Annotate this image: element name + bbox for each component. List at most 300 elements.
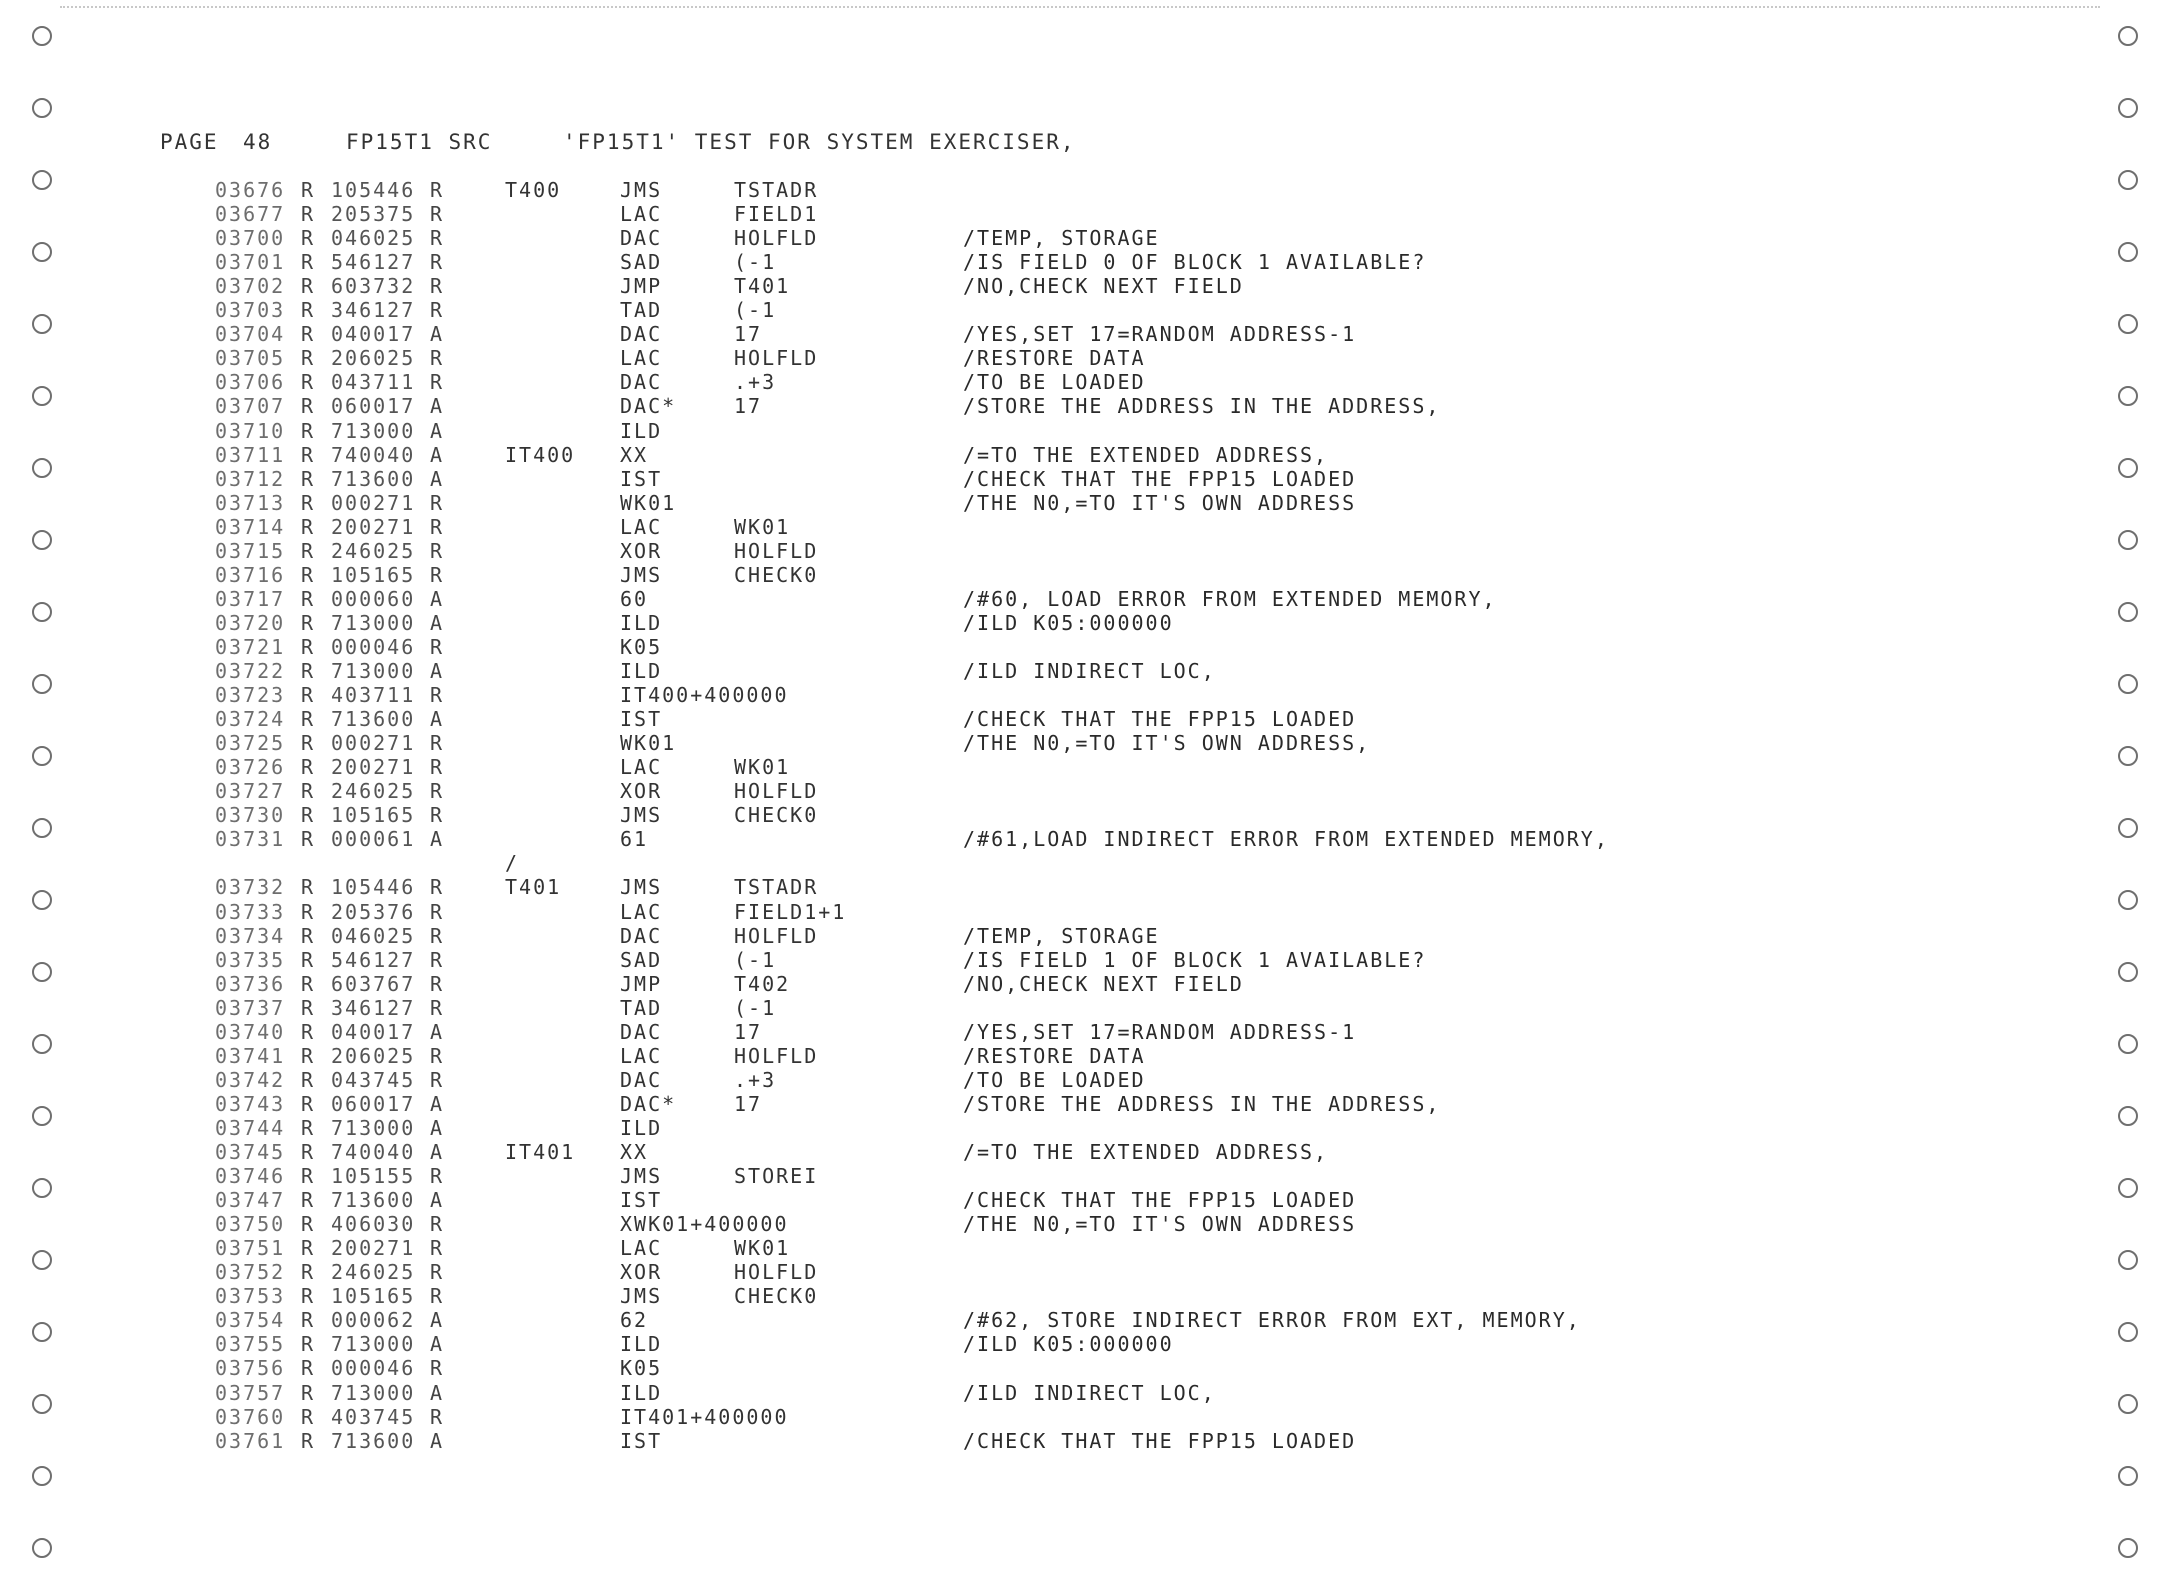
word-relocation-flag: R: [430, 1164, 443, 1188]
word-relocation-flag: A: [430, 1332, 443, 1356]
listing-line: [0, 226, 2160, 250]
page-number: 48: [243, 130, 273, 154]
line-address: 03732: [215, 875, 286, 899]
opcode: LAC: [620, 755, 663, 779]
listing-line: [0, 491, 2160, 515]
listing-line: [0, 443, 2160, 467]
object-word: 043745: [331, 1068, 416, 1092]
line-address: 03754: [215, 1308, 286, 1332]
relocation-flag: R: [301, 467, 314, 491]
word-relocation-flag: A: [430, 1116, 443, 1140]
opcode: 62: [620, 1308, 649, 1332]
line-comment: /ILD INDIRECT LOC,: [963, 1381, 1216, 1405]
opcode: K05: [620, 635, 663, 659]
operand: (-1: [734, 298, 777, 322]
operand: 17: [734, 1020, 763, 1044]
object-word: 713000: [331, 659, 416, 683]
word-relocation-flag: R: [430, 948, 443, 972]
operand: WK01: [734, 1236, 791, 1260]
line-address: 03713: [215, 491, 286, 515]
operand: .+3: [734, 370, 777, 394]
line-address: 03726: [215, 755, 286, 779]
object-word: 105165: [331, 803, 416, 827]
line-address: 03707: [215, 394, 286, 418]
relocation-flag: R: [301, 635, 314, 659]
opcode: TAD: [620, 298, 663, 322]
line-address: 03702: [215, 274, 286, 298]
line-comment: /CHECK THAT THE FPP15 LOADED: [963, 1429, 1357, 1453]
listing-line: [0, 755, 2160, 779]
word-relocation-flag: R: [430, 755, 443, 779]
relocation-flag: R: [301, 419, 314, 443]
line-comment: /NO,CHECK NEXT FIELD: [963, 972, 1244, 996]
operand: HOLFLD: [734, 346, 819, 370]
opcode: XX: [620, 443, 649, 467]
object-word: 246025: [331, 539, 416, 563]
listing-line: [0, 322, 2160, 346]
opcode: DAC: [620, 226, 663, 250]
relocation-flag: R: [301, 1429, 314, 1453]
line-address: 03735: [215, 948, 286, 972]
relocation-flag: R: [301, 202, 314, 226]
operand: (-1: [734, 250, 777, 274]
relocation-flag: R: [301, 731, 314, 755]
line-address: 03711: [215, 443, 286, 467]
line-comment: /IS FIELD 0 OF BLOCK 1 AVAILABLE?: [963, 250, 1427, 274]
relocation-flag: R: [301, 755, 314, 779]
relocation-flag: R: [301, 1260, 314, 1284]
opcode: LAC: [620, 515, 663, 539]
operand: HOLFLD: [734, 539, 819, 563]
listing-line: [0, 1308, 2160, 1332]
line-address: 03757: [215, 1381, 286, 1405]
line-address: 03724: [215, 707, 286, 731]
line-address: 03756: [215, 1356, 286, 1380]
line-address: 03761: [215, 1429, 286, 1453]
object-word: 043711: [331, 370, 416, 394]
word-relocation-flag: A: [430, 611, 443, 635]
opcode: TAD: [620, 996, 663, 1020]
opcode: ILD: [620, 611, 663, 635]
listing-line: [0, 419, 2160, 443]
word-relocation-flag: R: [430, 1044, 443, 1068]
object-word: 403745: [331, 1405, 416, 1429]
listing-line: [0, 178, 2160, 202]
opcode: IST: [620, 467, 663, 491]
opcode: XOR: [620, 539, 663, 563]
operand: 17: [734, 1092, 763, 1116]
listing-line: [0, 394, 2160, 418]
opcode: DAC*: [620, 1092, 677, 1116]
relocation-flag: R: [301, 948, 314, 972]
listing-line: [0, 346, 2160, 370]
opcode: XWK01+400000: [620, 1212, 789, 1236]
line-address: 03742: [215, 1068, 286, 1092]
line-comment: /CHECK THAT THE FPP15 LOADED: [963, 707, 1357, 731]
listing-line: [0, 1212, 2160, 1236]
relocation-flag: R: [301, 491, 314, 515]
relocation-flag: R: [301, 1116, 314, 1140]
object-word: 040017: [331, 322, 416, 346]
line-address: 03736: [215, 972, 286, 996]
relocation-flag: R: [301, 1332, 314, 1356]
word-relocation-flag: A: [430, 587, 443, 611]
word-relocation-flag: R: [430, 779, 443, 803]
object-word: 713600: [331, 467, 416, 491]
listing-line: [0, 1429, 2160, 1453]
line-comment: /CHECK THAT THE FPP15 LOADED: [963, 467, 1357, 491]
line-address: 03731: [215, 827, 286, 851]
object-word: 105155: [331, 1164, 416, 1188]
operand: HOLFLD: [734, 779, 819, 803]
word-relocation-flag: R: [430, 1260, 443, 1284]
listing-line: [0, 298, 2160, 322]
line-comment: /IS FIELD 1 OF BLOCK 1 AVAILABLE?: [963, 948, 1427, 972]
relocation-flag: R: [301, 924, 314, 948]
listing-line: [0, 1068, 2160, 1092]
object-word: 000060: [331, 587, 416, 611]
listing-line: [0, 1381, 2160, 1405]
object-word: 246025: [331, 1260, 416, 1284]
operand: HOLFLD: [734, 1260, 819, 1284]
line-address: 03751: [215, 1236, 286, 1260]
object-word: 060017: [331, 394, 416, 418]
object-word: 205375: [331, 202, 416, 226]
relocation-flag: R: [301, 1140, 314, 1164]
listing-line: [0, 1092, 2160, 1116]
object-word: 546127: [331, 250, 416, 274]
object-word: 713600: [331, 1188, 416, 1212]
object-word: 105446: [331, 178, 416, 202]
object-word: 713600: [331, 707, 416, 731]
word-relocation-flag: R: [430, 731, 443, 755]
line-comment: /THE N0,=TO IT'S OWN ADDRESS: [963, 1212, 1357, 1236]
listing-line: [0, 1236, 2160, 1260]
line-address: 03725: [215, 731, 286, 755]
listing-line: [0, 202, 2160, 226]
word-relocation-flag: R: [430, 370, 443, 394]
listing-line: [0, 996, 2160, 1020]
line-comment: /STORE THE ADDRESS IN THE ADDRESS,: [963, 1092, 1441, 1116]
line-address: 03706: [215, 370, 286, 394]
line-comment: /TEMP, STORAGE: [963, 924, 1160, 948]
opcode: DAC: [620, 1068, 663, 1092]
object-word: 603767: [331, 972, 416, 996]
listing-line: [0, 274, 2160, 298]
listing-line: [0, 731, 2160, 755]
object-word: 713600: [331, 1429, 416, 1453]
symbol-label: T400: [505, 178, 562, 202]
line-address: 03740: [215, 1020, 286, 1044]
word-relocation-flag: A: [430, 707, 443, 731]
object-word: 046025: [331, 924, 416, 948]
line-comment: /RESTORE DATA: [963, 346, 1146, 370]
listing-line: [0, 875, 2160, 899]
word-relocation-flag: R: [430, 298, 443, 322]
listing-line: [0, 563, 2160, 587]
word-relocation-flag: R: [430, 563, 443, 587]
relocation-flag: R: [301, 322, 314, 346]
opcode: LAC: [620, 1236, 663, 1260]
line-address: 03705: [215, 346, 286, 370]
line-address: 03703: [215, 298, 286, 322]
operand: FIELD1: [734, 202, 819, 226]
word-relocation-flag: A: [430, 419, 443, 443]
line-address: 03755: [215, 1332, 286, 1356]
opcode: DAC*: [620, 394, 677, 418]
operand: CHECK0: [734, 803, 819, 827]
object-word: 206025: [331, 346, 416, 370]
line-address: 03715: [215, 539, 286, 563]
line-comment: /#62, STORE INDIRECT ERROR FROM EXT, MEMORY,: [963, 1308, 1581, 1332]
line-comment: /RESTORE DATA: [963, 1044, 1146, 1068]
object-word: 713000: [331, 419, 416, 443]
line-comment: /THE N0,=TO IT'S OWN ADDRESS,: [963, 731, 1371, 755]
object-word: 246025: [331, 779, 416, 803]
opcode: IT400+400000: [620, 683, 789, 707]
operand: 17: [734, 322, 763, 346]
object-word: 546127: [331, 948, 416, 972]
operand: 17: [734, 394, 763, 418]
symbol-label: T401: [505, 875, 562, 899]
relocation-flag: R: [301, 370, 314, 394]
word-relocation-flag: R: [430, 1284, 443, 1308]
word-relocation-flag: A: [430, 1429, 443, 1453]
word-relocation-flag: A: [430, 659, 443, 683]
line-address: 03760: [215, 1405, 286, 1429]
line-address: 03700: [215, 226, 286, 250]
object-word: 713000: [331, 1332, 416, 1356]
object-word: 346127: [331, 298, 416, 322]
operand: (-1: [734, 996, 777, 1020]
page-label: PAGE: [160, 130, 219, 154]
word-relocation-flag: R: [430, 875, 443, 899]
opcode: LAC: [620, 900, 663, 924]
opcode: IST: [620, 1429, 663, 1453]
line-comment: /TO BE LOADED: [963, 370, 1146, 394]
line-address: 03712: [215, 467, 286, 491]
object-word: 105446: [331, 875, 416, 899]
object-word: 403711: [331, 683, 416, 707]
line-address: 03746: [215, 1164, 286, 1188]
word-relocation-flag: A: [430, 1381, 443, 1405]
opcode: ILD: [620, 1116, 663, 1140]
object-word: 206025: [331, 1044, 416, 1068]
relocation-flag: R: [301, 1308, 314, 1332]
relocation-flag: R: [301, 875, 314, 899]
object-word: 346127: [331, 996, 416, 1020]
line-address: 03723: [215, 683, 286, 707]
listing-line: [0, 1356, 2160, 1380]
line-comment: /=TO THE EXTENDED ADDRESS,: [963, 1140, 1329, 1164]
object-word: 713000: [331, 1381, 416, 1405]
relocation-flag: R: [301, 827, 314, 851]
listing-line: [0, 972, 2160, 996]
listing-line: [0, 827, 2160, 851]
listing-line: [0, 1332, 2160, 1356]
relocation-flag: R: [301, 1405, 314, 1429]
word-relocation-flag: A: [430, 1140, 443, 1164]
listing-line: [0, 1140, 2160, 1164]
object-word: 205376: [331, 900, 416, 924]
relocation-flag: R: [301, 298, 314, 322]
listing-line: [0, 683, 2160, 707]
listing-line: [0, 1188, 2160, 1212]
word-relocation-flag: R: [430, 274, 443, 298]
word-relocation-flag: R: [430, 900, 443, 924]
line-comment: /#61,LOAD INDIRECT ERROR FROM EXTENDED MEMORY,: [963, 827, 1609, 851]
object-word: 603732: [331, 274, 416, 298]
word-relocation-flag: A: [430, 1308, 443, 1332]
listing-line: [0, 707, 2160, 731]
line-address: 03737: [215, 996, 286, 1020]
operand: CHECK0: [734, 1284, 819, 1308]
object-word: 713000: [331, 1116, 416, 1140]
word-relocation-flag: R: [430, 178, 443, 202]
opcode: DAC: [620, 322, 663, 346]
line-comment: /TO BE LOADED: [963, 1068, 1146, 1092]
line-address: 03741: [215, 1044, 286, 1068]
source-file-name: FP15T1 SRC: [346, 130, 493, 154]
opcode: IT401+400000: [620, 1405, 789, 1429]
line-comment: /TEMP, STORAGE: [963, 226, 1160, 250]
word-relocation-flag: R: [430, 539, 443, 563]
relocation-flag: R: [301, 587, 314, 611]
object-word: 105165: [331, 1284, 416, 1308]
opcode: JMS: [620, 1284, 663, 1308]
word-relocation-flag: R: [430, 924, 443, 948]
line-comment: /ILD K05:000000: [963, 611, 1174, 635]
listing-line: [0, 1284, 2160, 1308]
line-address: 03716: [215, 563, 286, 587]
line-address: 03714: [215, 515, 286, 539]
line-comment: /#60, LOAD ERROR FROM EXTENDED MEMORY,: [963, 587, 1497, 611]
page-title: 'FP15T1' TEST FOR SYSTEM EXERCISER,: [563, 130, 1076, 154]
listing-line: [0, 611, 2160, 635]
line-address: 03730: [215, 803, 286, 827]
opcode: ILD: [620, 1381, 663, 1405]
opcode: DAC: [620, 924, 663, 948]
line-comment: /THE N0,=TO IT'S OWN ADDRESS: [963, 491, 1357, 515]
line-address: 03722: [215, 659, 286, 683]
relocation-flag: R: [301, 900, 314, 924]
line-address: 03677: [215, 202, 286, 226]
object-word: 740040: [331, 443, 416, 467]
listing-line: [0, 659, 2160, 683]
symbol-label: IT400: [505, 443, 576, 467]
operand: WK01: [734, 755, 791, 779]
relocation-flag: R: [301, 539, 314, 563]
line-comment: /=TO THE EXTENDED ADDRESS,: [963, 443, 1329, 467]
line-address: 03733: [215, 900, 286, 924]
object-word: 200271: [331, 1236, 416, 1260]
object-word: 060017: [331, 1092, 416, 1116]
symbol-label: /: [505, 851, 520, 875]
operand: HOLFLD: [734, 1044, 819, 1068]
word-relocation-flag: A: [430, 443, 443, 467]
line-address: 03750: [215, 1212, 286, 1236]
line-address: 03745: [215, 1140, 286, 1164]
listing-line: [0, 467, 2160, 491]
operand: FIELD1+1: [734, 900, 847, 924]
relocation-flag: R: [301, 1356, 314, 1380]
opcode: ILD: [620, 1332, 663, 1356]
listing-line: [0, 900, 2160, 924]
opcode: IST: [620, 707, 663, 731]
operand: HOLFLD: [734, 924, 819, 948]
relocation-flag: R: [301, 996, 314, 1020]
operand: T402: [734, 972, 791, 996]
relocation-flag: R: [301, 1020, 314, 1044]
relocation-flag: R: [301, 250, 314, 274]
word-relocation-flag: R: [430, 1405, 443, 1429]
word-relocation-flag: R: [430, 346, 443, 370]
listing-line: [0, 515, 2160, 539]
line-comment: /YES,SET 17=RANDOM ADDRESS-1: [963, 1020, 1357, 1044]
relocation-flag: R: [301, 443, 314, 467]
word-relocation-flag: A: [430, 1020, 443, 1044]
line-address: 03701: [215, 250, 286, 274]
object-word: 046025: [331, 226, 416, 250]
opcode: LAC: [620, 1044, 663, 1068]
word-relocation-flag: R: [430, 515, 443, 539]
listing-line: [0, 635, 2160, 659]
relocation-flag: R: [301, 274, 314, 298]
listing-line: [0, 1260, 2160, 1284]
operand: .+3: [734, 1068, 777, 1092]
word-relocation-flag: R: [430, 202, 443, 226]
object-word: 200271: [331, 515, 416, 539]
opcode: JMS: [620, 875, 663, 899]
listing-line: [0, 1044, 2160, 1068]
operand: HOLFLD: [734, 226, 819, 250]
word-relocation-flag: A: [430, 1188, 443, 1212]
word-relocation-flag: R: [430, 1212, 443, 1236]
word-relocation-flag: A: [430, 322, 443, 346]
relocation-flag: R: [301, 515, 314, 539]
symbol-label: IT401: [505, 1140, 576, 1164]
word-relocation-flag: R: [430, 1236, 443, 1260]
object-word: 200271: [331, 755, 416, 779]
listing-line: [0, 851, 2160, 875]
listing-line: [0, 803, 2160, 827]
object-word: 000271: [331, 731, 416, 755]
object-word: 713000: [331, 611, 416, 635]
object-word: 000061: [331, 827, 416, 851]
relocation-flag: R: [301, 803, 314, 827]
relocation-flag: R: [301, 707, 314, 731]
word-relocation-flag: A: [430, 394, 443, 418]
word-relocation-flag: R: [430, 226, 443, 250]
relocation-flag: R: [301, 1044, 314, 1068]
opcode: JMS: [620, 803, 663, 827]
word-relocation-flag: R: [430, 996, 443, 1020]
opcode: XOR: [620, 1260, 663, 1284]
opcode: XX: [620, 1140, 649, 1164]
listing-line: [0, 779, 2160, 803]
relocation-flag: R: [301, 1164, 314, 1188]
operand: (-1: [734, 948, 777, 972]
line-address: 03710: [215, 419, 286, 443]
line-address: 03717: [215, 587, 286, 611]
opcode: DAC: [620, 1020, 663, 1044]
object-word: 000271: [331, 491, 416, 515]
opcode: XOR: [620, 779, 663, 803]
object-word: 740040: [331, 1140, 416, 1164]
object-word: 000046: [331, 635, 416, 659]
opcode: JMP: [620, 972, 663, 996]
operand: TSTADR: [734, 178, 819, 202]
